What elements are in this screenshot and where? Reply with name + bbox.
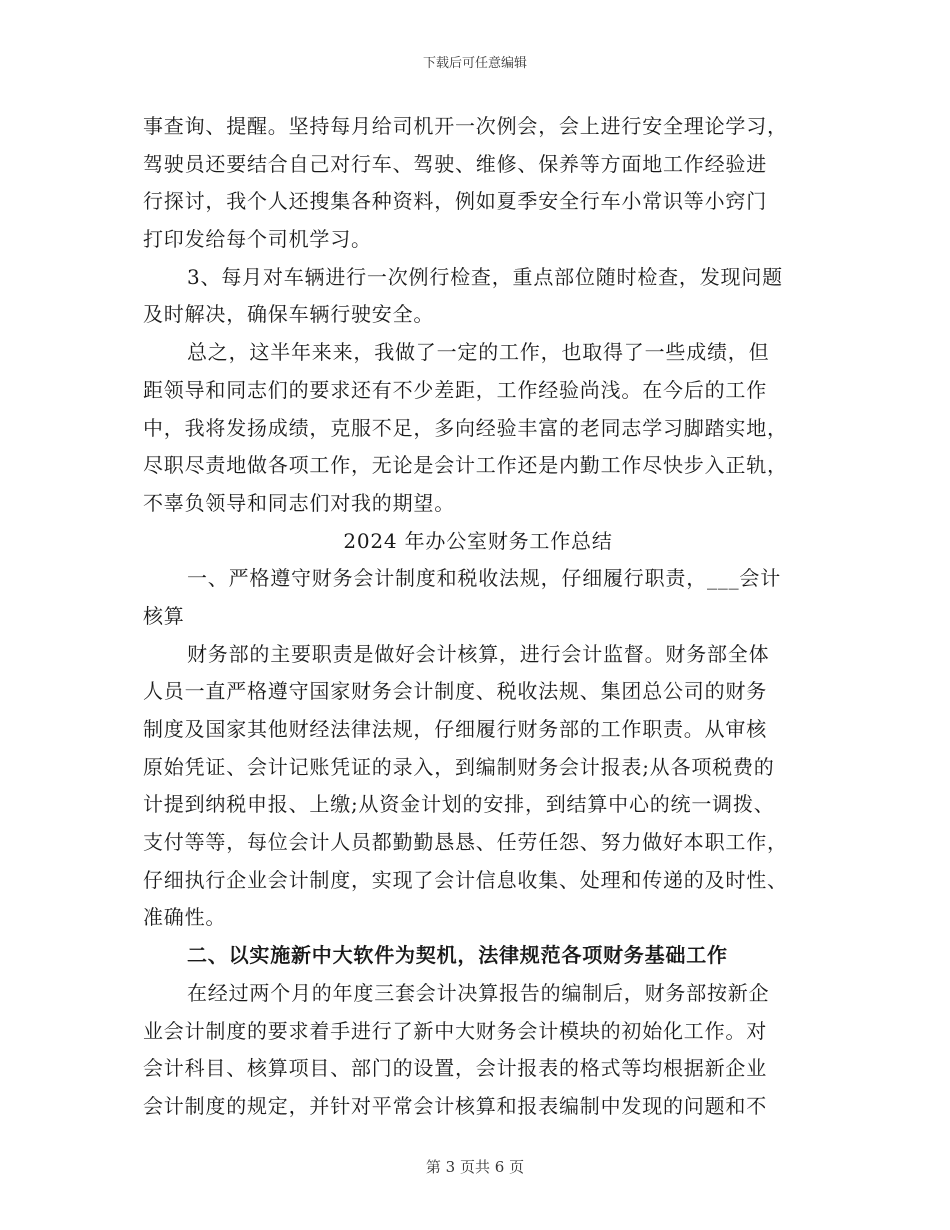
text-line: 事查询、提醒。坚持每月给司机开一次例会，会上进行安全理论学习，: [143, 114, 788, 138]
text-line: 会计制度的规定，并针对平常会计核算和报表编制中发现的问题和不: [143, 1093, 767, 1118]
text-line: 会计科目、核算项目、部门的设置，会计报表的格式等均根据新企业: [143, 1056, 767, 1081]
section-title: 2024 年办公室财务工作总结: [343, 528, 613, 553]
text-line: 打印发给每个司机学习。: [143, 227, 372, 252]
text-line: 尽职尽责地做各项工作，无论是会计工作还是内勤工作尽快步入正轨，: [143, 453, 788, 478]
text-line: 中，我将发扬成绩，克服不足，多向经验丰富的老同志学习脚踏实地，: [143, 415, 788, 440]
section-heading: 二、以实施新中大软件为契机，法律规范各项财务基础工作: [187, 943, 728, 968]
text-line: 3、每月对车辆进行一次例行检查，重点部位随时检查，发现问题: [187, 264, 783, 289]
text-line: 人员一直严格遵守国家财务会计制度、税收法规、集团总公司的财务: [143, 679, 767, 704]
text-line: 一、严格遵守财务会计制度和税收法规，仔细履行职责，___会计: [187, 566, 781, 591]
page-header: 下载后可任意编辑: [422, 56, 527, 71]
text-line: 核算: [143, 603, 185, 628]
text-line: 制度及国家其他财经法律法规，仔细履行财务部的工作职责。从审核: [143, 717, 767, 741]
text-line: 财务部的主要职责是做好会计核算，进行会计监督。财务部全体: [187, 641, 770, 666]
text-line: 仔细执行企业会计制度，实现了会计信息收集、处理和传递的及时性、: [143, 867, 788, 892]
document-body: [143, 108, 813, 1126]
text-line: 业会计制度的要求着手进行了新中大财务会计模块的初始化工作。对: [143, 1018, 767, 1043]
text-line: 及时解决，确保车辆行驶安全。: [143, 302, 435, 327]
text-line: 行探讨，我个人还搜集各种资料，例如夏季安全行车小常识等小窍门: [143, 189, 767, 214]
text-line: 总之，这半年来来，我做了一定的工作，也取得了一些成绩，但: [187, 340, 770, 365]
text-line: 距领导和同志们的要求还有不少差距，工作经验尚浅。在今后的工作: [143, 377, 767, 402]
text-line: 计提到纳税申报、上缴;从资金计划的安排，到结算中心的统一调拨、: [143, 792, 775, 817]
text-line: 原始凭证、会计记账凭证的录入，到编制财务会计报表;从各项税费的: [143, 754, 775, 779]
text-line: 在经过两个月的年度三套会计决算报告的编制后，财务部按新企: [187, 980, 770, 1005]
text-line: 支付等等，每位会计人员都勤勤恳恳、任劳任怨、努力做好本职工作，: [143, 830, 788, 855]
page-footer: 第 3 页共 6 页: [425, 1158, 525, 1176]
text-line: 不辜负领导和同志们对我的期望。: [143, 490, 455, 515]
text-line: 驾驶员还要结合自己对行车、驾驶、维修、保养等方面地工作经验进: [143, 151, 767, 176]
text-line: 准确性。: [143, 905, 227, 930]
